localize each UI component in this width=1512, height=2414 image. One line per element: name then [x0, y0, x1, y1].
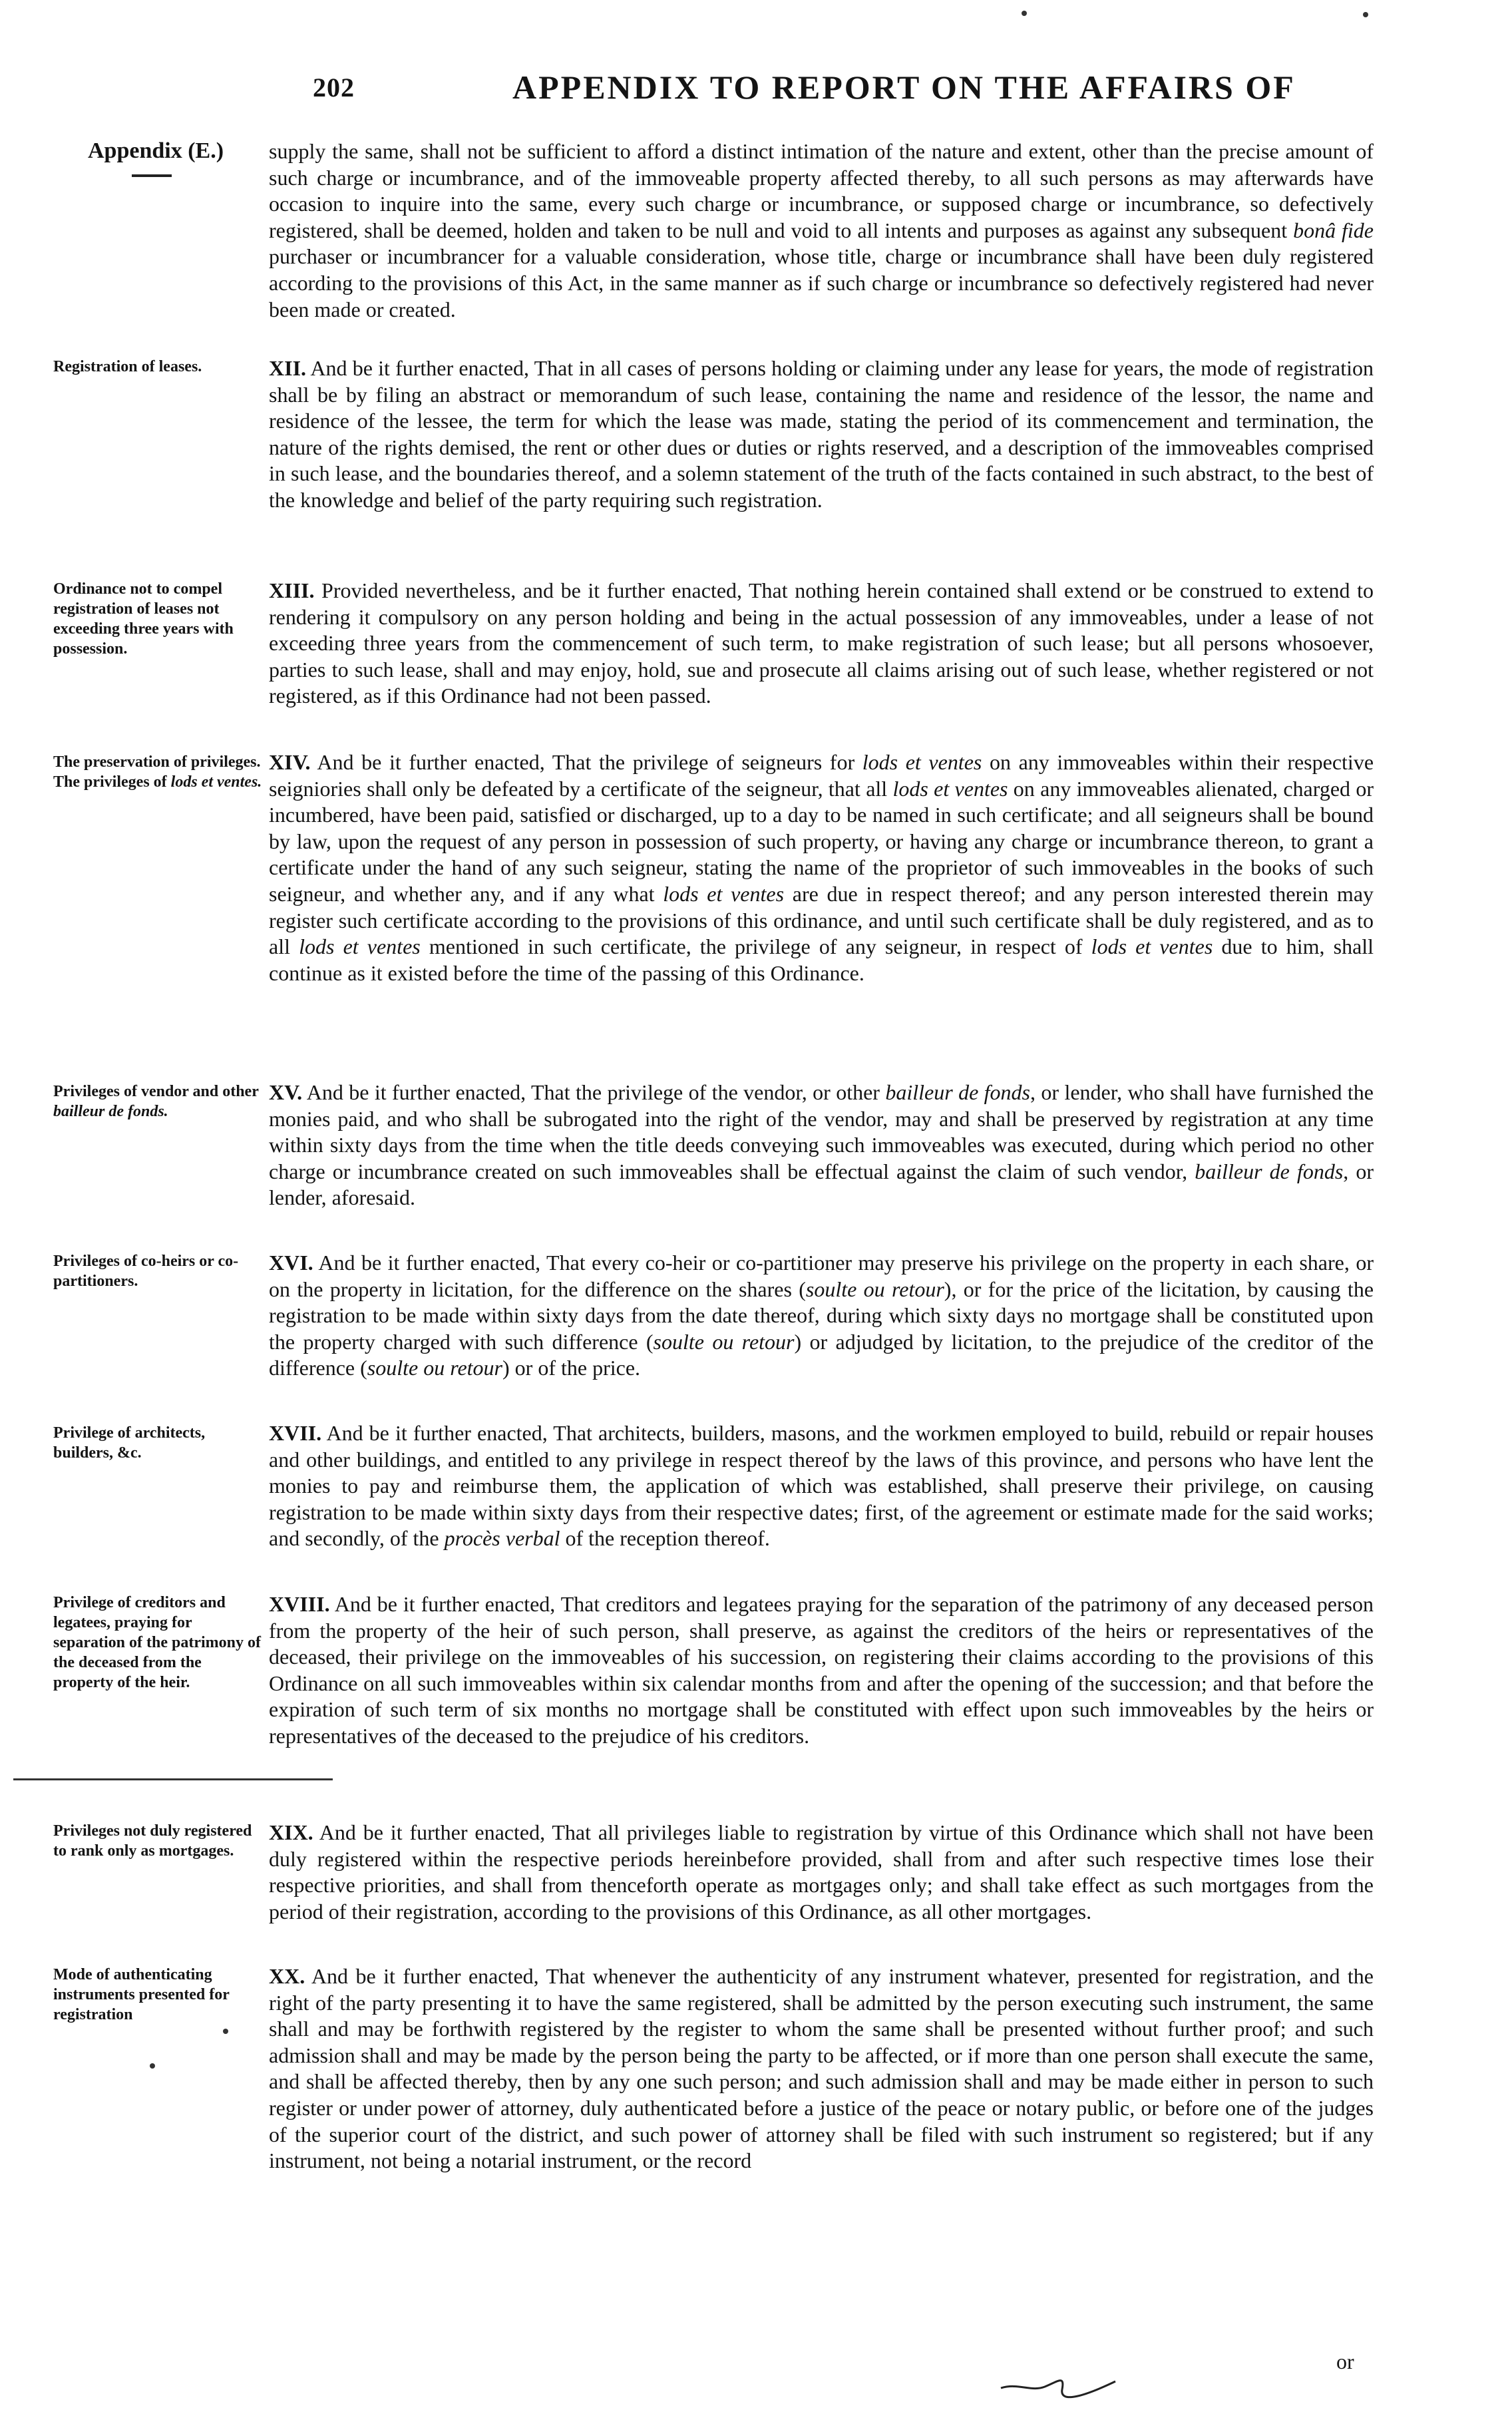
text-run: of the reception thereof. [560, 1526, 770, 1551]
italic-run: lods et ventes [299, 934, 421, 959]
ink-speck [1022, 11, 1027, 16]
text-run: And be it further enacted, That the privilege of the vendor, or other [302, 1080, 886, 1104]
section-number: XX. [269, 1964, 305, 1988]
margin-note-registration-of-leases: Registration of leases. [53, 358, 202, 375]
text-run: , or lender, aforesaid. [269, 1159, 1374, 1210]
text-run: And be it further enacted, That the privilege of seigneurs for [310, 750, 862, 774]
margin-note-text: Privileges of vendor and other [53, 1083, 259, 1100]
text-run: due to him, shall continue as it existed before the time of the passing of this Ordinance. [269, 934, 1374, 985]
text-run: And be it further enacted, That all privileges liable to registration by virtue of this Ordinance which shall not have been duly registered within the respective periods hereinbefore provided, shall from and after such respective times lose their respective priorities, and shall from thenceforth operate as mortgages only; and shall take effect as such mortgages from the period of their registration, according to the provisions of this Ordinance, as all other mortgages. [269, 1820, 1374, 1923]
section-number: XVIII. [269, 1592, 330, 1616]
margin-note-ordinance-leases: Ordinance not to compel registration of leases not exceeding three years with possession. [53, 580, 234, 658]
section-xiv [269, 749, 1374, 986]
section-xix [269, 1820, 1374, 1925]
text-run: purchaser or incumbrancer for a valuable consideration, whose title, charge or incumbrance shall have been duly registered according to the provisions of this Act, in the same manner as if such charge or incumbrance so defectively registered had never been made or created. [269, 244, 1374, 321]
section-xvii [269, 1420, 1374, 1552]
margin-note-authenticating-instruments: Mode of authenticating instruments presented for registration [53, 1966, 230, 2023]
paragraph-continued [269, 138, 1374, 323]
page-number: 202 [313, 73, 355, 102]
text-run: And be it further enacted, That in all cases of persons holding or claiming under any lease for years, the mode of registration shall be by filing an abstract or memorandum of such lease, containing the name and residence of the lessor, the name and residence of the lessee, the term for which the lease was made, stating the period of its commencement and termination, the nature of the rights demised, the rent or other dues or duties or rights reserved, and a description of the immoveables comprised in such lease, and the boundaries thereof, and a solemn statement of the truth of the facts contained in such abstract, to the best of the knowledge and belief of the party requiring such registration. [269, 356, 1374, 512]
ink-speck [1363, 12, 1368, 17]
italic-run: lods et ventes [892, 776, 1008, 801]
ink-rule-mark [13, 1778, 333, 1780]
text-run: ) or of the price. [502, 1356, 641, 1380]
section-xvi [269, 1250, 1374, 1382]
margin-note-not-duly-registered: Privileges not duly registered to rank only as mortgages. [53, 1822, 252, 1860]
section-number: XV. [269, 1080, 303, 1104]
text-run: on any immoveables within their respective seigniories shall only be defeated by a certificate of the seigneur, that all [269, 750, 1374, 801]
pen-flourish-mark [998, 2369, 1118, 2400]
section-xv [269, 1080, 1374, 1211]
margin-note-line [53, 772, 265, 792]
text-run: And be it further enacted, That architects, builders, masons, and the workmen employed to build, rebuild or repair houses and other buildings, and entitled to any privilege in respect thereof by the laws of this province, and persons who have lent the monies to pay and reimburse them, the application of which was established, shall preserve their privilege, on causing registration to be made within sixty days from their respective dates; first, of the agreement or estimate made for the said works; and secondly, of the [269, 1421, 1374, 1551]
margin-note-line: The preservation of privileges. [53, 753, 261, 771]
section-number: XII. [269, 356, 307, 380]
text-run: supply the same, shall not be sufficient to afford a distinct intimation of the nature and extent, other than the precise amount of such charge or incumbrance, and of the immoveable property affected thereby, to all such persons as may afterwards have occasion to inquire into the same, every such charge or incumbrance, or supposed charge or incumbrance, so defectively registered, shall be deemed, holden and taken to be null and void to all intents and purposes as against any subsequent [269, 139, 1374, 242]
margin-note-creditors-legatees: Privilege of creditors and legatees, praying for separation of the patrimony of the deceased from the property of the heir. [53, 1594, 261, 1691]
text-run: Provided nevertheless, and be it further enacted, That nothing herein contained shall extend or be construed to extend to rendering it compulsory on any person holding and being in the actual possession of any immoveables, under a lease of not exceeding three years from the commencement of such term, to make registration of such lease; but all persons whosoever, parties to such lease, shall and may enjoy, hold, sue and prosecute all claims arising out of such lease, whether registered or not registered, as if this Ordinance had not been passed. [269, 578, 1374, 708]
text-run: on any immoveables alienated, charged or incumbered, have been paid, satisfied or discharged, up to a day to be named in such certificate; and all seigneurs shall be bound by law, upon the request of any person in possession of such property, or having any charge or incumbrance thereon, to grant a certificate under the hand of any such seigneur, stating the name of the proprietor of such immoveables in the books of such seigneur, and whether any, and if any what [269, 776, 1374, 906]
section-xviii [269, 1591, 1374, 1750]
appendix-label: Appendix (E.) [88, 138, 224, 163]
text-run: , or lender, who shall have furnished the monies paid, and who shall be subrogated into the right of the vendor, may and shall be preserved by registration at any time within sixty days from the time when the title deeds conveying such immoveables was executed, during which period no other charge or incumbrance created on such immoveables shall be effectual against the claim of such vendor, [269, 1080, 1374, 1183]
section-xx [269, 1963, 1374, 2174]
italic-run: lods et ventes [1091, 934, 1213, 959]
italic-run: bailleur de fonds [885, 1080, 1031, 1104]
ink-speck [223, 2029, 228, 2034]
margin-note-italic: lods et ventes. [170, 773, 262, 791]
text-run: ), or for the price of the licitation, by causing the registration to be made within sixty days from the date thereof, during which sixty days no mortgage shall be constituted upon the property charged with such difference ( [269, 1277, 1374, 1354]
margin-note-text: The privileges of [53, 773, 171, 791]
text-run: And be it further enacted, That creditors and legatees praying for the separation of the patrimony of any deceased person from the property of the heir of such person, shall preserve, as against the creditors of the heirs or representatives of the deceased, their privilege on the immoveables of his succession, on registering their claims according to the provisions of this Ordinance on all such immoveables within six calendar months from and after the opening of the succession; and that before the expiration of such term of six months no mortgage shall be constituted with effect upon such immoveables by the heirs or representatives of the deceased to the prejudice of his creditors. [269, 1592, 1374, 1748]
text-run: ) or adjudged by licitation, to the prejudice of the creditor of the difference ( [269, 1329, 1374, 1380]
text-run: are due in respect thereof; and any person interested therein may register such certificate according to the provisions of this ordinance, and until such certificate shall be duly registered, and as to all [269, 881, 1374, 959]
italic-run: bailleur de fonds [1195, 1159, 1344, 1183]
section-xii [269, 355, 1374, 514]
margin-note-preservation-of-privileges [53, 752, 265, 792]
section-number: XIV. [269, 750, 311, 774]
italic-run: lods et ventes [663, 881, 785, 906]
text-run: And be it further enacted, That every co-heir or co-partitioner may preserve his privilege on the property in each share, or on the property in licitation, for the difference on the shares ( [269, 1251, 1374, 1301]
text-run: mentioned in such certificate, the privilege of any seigneur, in respect of [420, 934, 1091, 959]
italic-run: lods et ventes [862, 750, 982, 774]
running-head: APPENDIX TO REPORT ON THE AFFAIRS OF [512, 69, 1296, 106]
appendix-underline [132, 174, 172, 177]
section-xiii [269, 578, 1374, 709]
section-number: XVI. [269, 1251, 313, 1275]
page-header [0, 65, 1512, 118]
text-run: And be it further enacted, That whenever the authenticity of any instrument whatever, presented for registration, and the right of the party presenting it to have the same registered, shall be admitted by the person executing such instrument, the same shall and may be forthwith registered by the register to whom the same shall be presented without further proof; and such admission shall and may be made by the person being the party to be affected, or if more than one person shall execute the same, and shall be affected thereby, then by any one such person; and such admission shall and may be made either in person to such register or under power of attorney, duly authenticated before a justice of the peace or notary public, or before one of the judges of the superior court of the district, and such power of attorney shall be filed with such instrument so registered; but if any instrument, not being a notarial instrument, or the record [269, 1964, 1374, 2173]
catchword: or [1336, 2349, 1354, 2373]
italic-run: soulte ou retour [367, 1356, 502, 1380]
margin-note-vendor-privileges [53, 1082, 265, 1121]
italic-run: procès verbal [444, 1526, 560, 1551]
margin-note-architects: Privilege of architects, builders, &c. [53, 1424, 206, 1462]
margin-note-co-heirs: Privileges of co-heirs or co-partitioners. [53, 1253, 239, 1290]
italic-run: soulte ou retour [653, 1329, 795, 1354]
italic-run: soulte ou retour [805, 1277, 944, 1301]
section-number: XIII. [269, 578, 315, 602]
margin-note-italic: bailleur de fonds. [53, 1103, 168, 1120]
ink-speck [150, 2063, 155, 2069]
italic-run: bonâ fide [1293, 218, 1374, 242]
section-number: XVII. [269, 1421, 322, 1445]
section-number: XIX. [269, 1820, 313, 1844]
